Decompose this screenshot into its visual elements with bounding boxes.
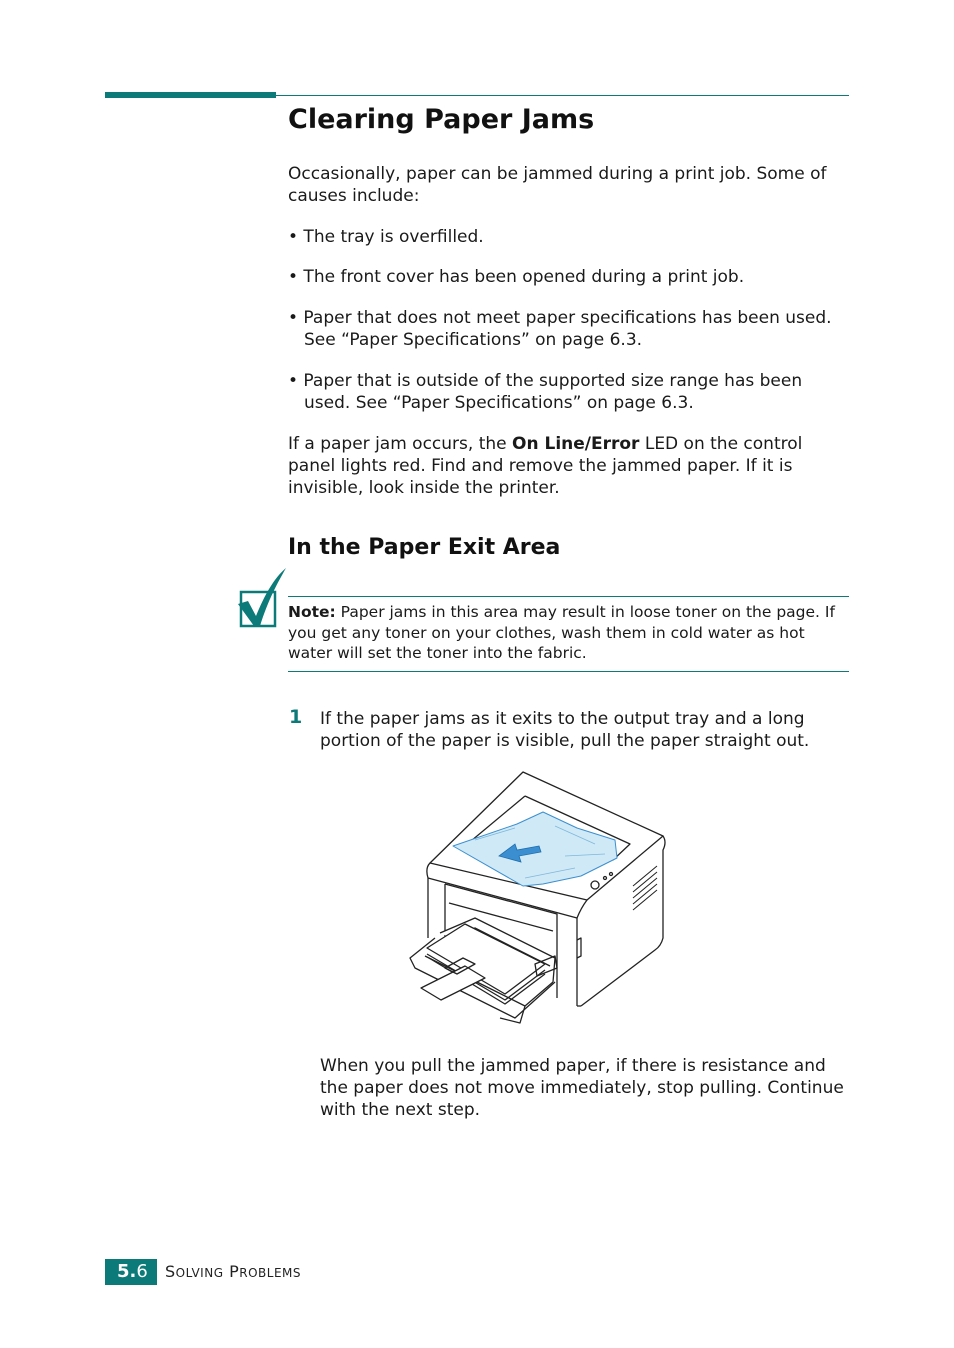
cause-item-2: • The front cover has been opened during a print job.: [288, 267, 745, 287]
section-subheading: In the Paper Exit Area: [288, 535, 561, 560]
chapter-number: 5.: [117, 1261, 137, 1282]
note-text: Paper jams in this area may result in loose toner on the page. If you get any toner on your clothes, wash them in cold water as hot water will set the toner into the fabric.: [288, 603, 835, 662]
page-title: Clearing Paper Jams: [288, 104, 595, 135]
intro-paragraph: Occasionally, paper can be jammed during a print job. Some of causes include:: [288, 164, 827, 206]
footer-title-initial-1: S: [165, 1262, 176, 1281]
note-rule-bottom: [288, 671, 849, 672]
note-box: [288, 602, 848, 664]
printer-illustration: [405, 768, 670, 1030]
step-text: If the paper jams as it exits to the output tray and a long portion of the paper is visible, pull the paper straight out.: [320, 709, 810, 751]
header-rule-thin: [276, 95, 849, 96]
continuation-paragraph: When you pull the jammed paper, if there is resistance and the paper does not move immediately, stop pulling. Continue with the next step.: [320, 1056, 844, 1120]
header-rule-thick: [105, 92, 276, 98]
note-label: Note:: [288, 603, 336, 621]
checkmark-note-icon: [236, 566, 288, 632]
cause-item-3: • Paper that does not meet paper specifications has been used. See “Paper Specifications” on page 6.3.: [288, 308, 832, 350]
page-number-badge: [105, 1259, 157, 1285]
footer-title-initial-2: P: [229, 1262, 240, 1281]
jam-text-after: LED on the control panel lights red. Find and remove the jammed paper. If it is invisible, look inside the printer.: [288, 434, 803, 498]
cause-item-4: • Paper that is outside of the supported size range has been used. See “Paper Specifications” on page 6.3.: [288, 371, 803, 413]
page-number: 6: [136, 1261, 148, 1282]
step-number: 1: [289, 706, 303, 728]
note-rule-top: [288, 596, 849, 597]
footer-title-word-1: OLVING: [175, 1266, 224, 1280]
jam-text-before: If a paper jam occurs, the: [288, 434, 513, 454]
led-name: On Line/Error: [512, 434, 640, 454]
footer-chapter-title: [165, 1262, 301, 1281]
cause-item-1: • The tray is overfilled.: [288, 227, 484, 247]
footer-title-word-2: ROBLEMS: [239, 1266, 302, 1280]
jam-paragraph: [288, 433, 853, 499]
